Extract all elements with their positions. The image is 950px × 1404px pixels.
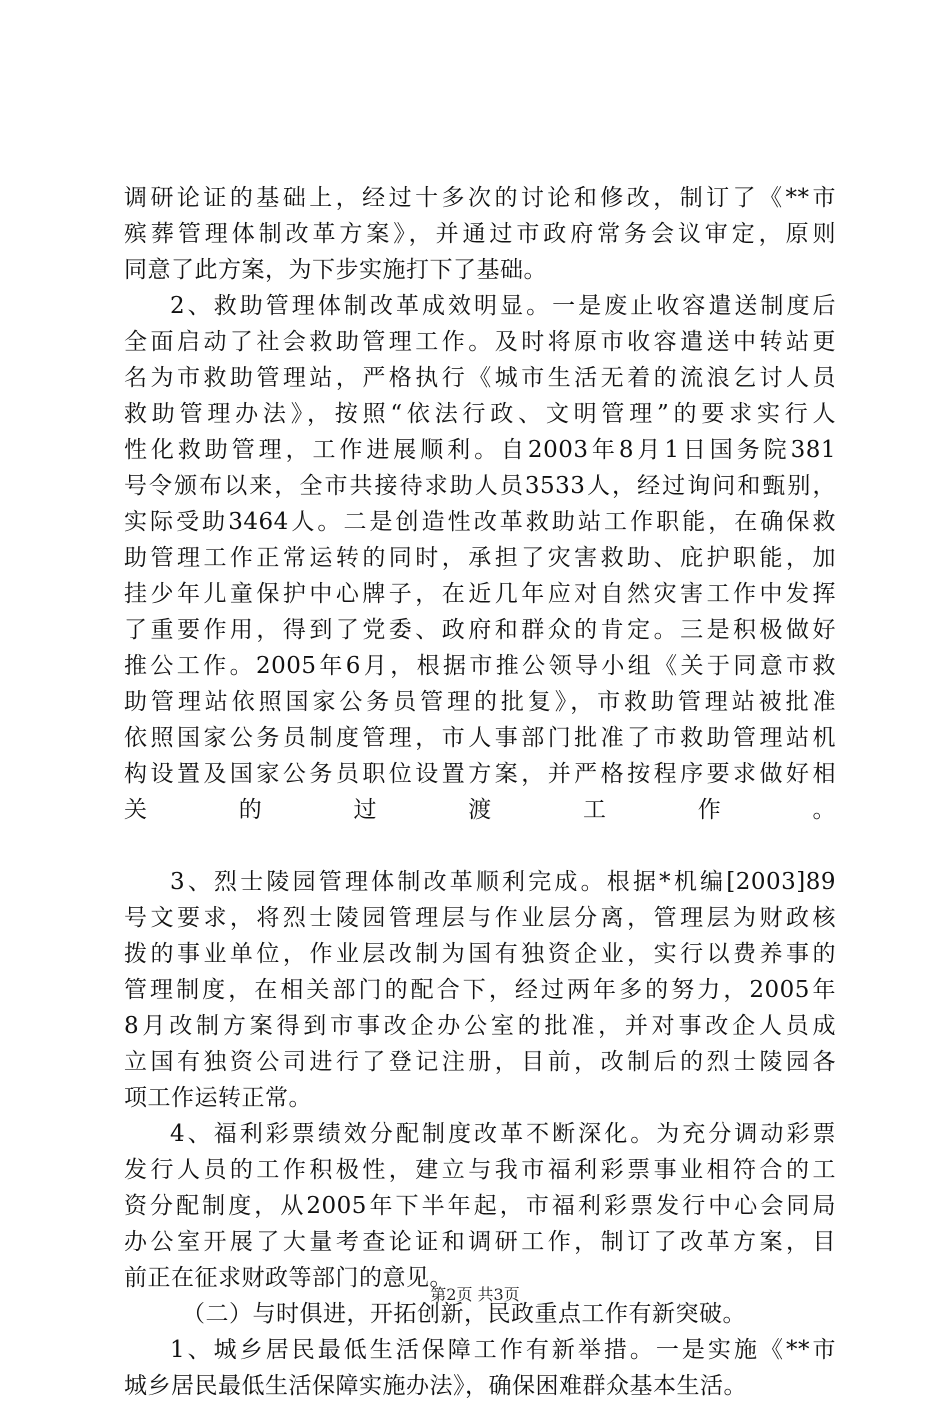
text-line: 拨的事业单位，作业层改制为国有独资企业，实行以费养事的 <box>124 941 836 967</box>
text-line: 城乡居民最低生活保障实施办法》，确保困难群众基本生活。 <box>124 1373 747 1399</box>
text-line: 性化救助管理，工作进展顺利。自2003年8月1日国务院381 <box>124 437 836 463</box>
text-line: 办公室开展了大量考查论证和调研工作，制订了改革方案，目 <box>124 1229 836 1255</box>
text-line: 名为市救助管理站，严格执行《城市生活无着的流浪乞讨人员 <box>124 365 836 391</box>
page-number: 第2页 共3页 <box>430 1285 520 1304</box>
text-line: 管理制度，在相关部门的配合下，经过两年多的努力，2005年 <box>124 977 836 1003</box>
text-line: 推公工作。2005年6月，根据市推公领导小组《关于同意市救 <box>124 653 836 679</box>
text-line: 全面启动了社会救助管理工作。及时将原市收容遣送中转站更 <box>124 329 836 355</box>
text-line: 关的过渡工作。 <box>124 797 836 823</box>
paragraph <box>124 1332 836 1404</box>
text-line: 救助管理办法》，按照“依法行政、文明管理”的要求实行人 <box>124 401 836 427</box>
text-line: 立国有独资公司进行了登记注册，目前，改制后的烈士陵园各 <box>124 1049 836 1075</box>
text-line <box>124 828 836 864</box>
text-line: 前正在征求财政等部门的意见。 <box>124 1265 453 1291</box>
text-line: 助管理站依照国家公务员管理的批复》，市救助管理站被批准 <box>124 689 836 715</box>
paragraph <box>124 180 836 288</box>
text-line: 号文要求，将烈士陵园管理层与作业层分离，管理层为财政核 <box>124 905 836 931</box>
text-line: 同意了此方案，为下步实施打下了基础。 <box>124 257 547 283</box>
page-footer <box>0 1285 950 1305</box>
document-body <box>124 180 836 1404</box>
text-line: 了重要作用，得到了党委、政府和群众的肯定。三是积极做好 <box>124 617 836 643</box>
paragraph <box>124 288 836 864</box>
paragraph <box>124 1116 836 1296</box>
text-line: 助管理工作正常运转的同时，承担了灾害救助、庇护职能，加 <box>124 545 836 571</box>
text-line: 2、救助管理体制改革成效明显。一是废止收容遣送制度后 <box>170 293 836 319</box>
text-line: 1、城乡居民最低生活保障工作有新举措。一是实施《**市 <box>170 1337 836 1363</box>
paragraph <box>124 864 836 1116</box>
text-line: 号令颁布以来，全市共接待求助人员3533人，经过询问和甄别， <box>124 473 836 499</box>
text-line: 项工作运转正常。 <box>124 1085 312 1111</box>
text-line: （二）与时俱进，开拓创新，民政重点工作有新突破。 <box>182 1301 746 1327</box>
text-line: 挂少年儿童保护中心牌子，在近几年应对自然灾害工作中发挥 <box>124 581 836 607</box>
text-line: 殡葬管理体制改革方案》，并通过市政府常务会议审定，原则 <box>124 221 836 247</box>
text-line: 构设置及国家公务员职位设置方案，并严格按程序要求做好相 <box>124 761 836 787</box>
text-line: 8月改制方案得到市事改企办公室的批准，并对事改企人员成 <box>124 1013 836 1039</box>
text-line: 4、福利彩票绩效分配制度改革不断深化。为充分调动彩票 <box>170 1121 836 1147</box>
text-line: 调研论证的基础上，经过十多次的讨论和修改，制订了《**市 <box>124 185 836 211</box>
text-line: 发行人员的工作积极性，建立与我市福利彩票事业相符合的工 <box>124 1157 836 1183</box>
text-line: 3、烈士陵园管理体制改革顺利完成。根据*机编[2003]89 <box>170 869 836 895</box>
text-line: 资分配制度，从2005年下半年起，市福利彩票发行中心会同局 <box>124 1193 836 1219</box>
text-line: 依照国家公务员制度管理，市人事部门批准了市救助管理站机 <box>124 725 836 751</box>
text-line: 实际受助3464人。二是创造性改革救助站工作职能，在确保救 <box>124 509 836 535</box>
